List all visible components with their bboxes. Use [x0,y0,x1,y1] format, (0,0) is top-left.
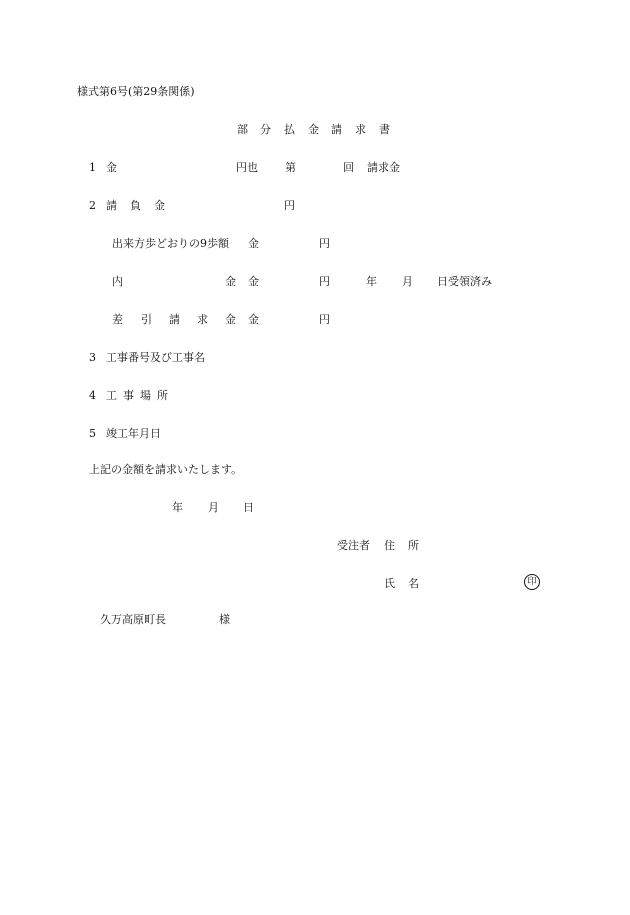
title-char-3: 払 [284,123,295,136]
item4-number: 4 [89,389,96,402]
deduction-char-2: 引 [141,313,152,326]
item1-yen-unit: 円也 [236,161,258,174]
deduction-char-5: 金 [225,313,236,326]
title-char-1: 部 [237,123,248,136]
name-char-2: 名 [408,577,419,590]
deduction-yen: 円 [319,313,330,326]
progress-yen: 円 [319,237,330,250]
item4-char-4: 所 [157,389,168,402]
item1-kai: 回 [343,161,354,174]
uchi-kin-2: 金 [248,275,259,288]
item1-claim-label: 請求金 [367,161,400,174]
date-hi: 日 [243,501,254,514]
name-char-1: 氏 [384,577,395,590]
deduction-char-4: 求 [197,313,208,326]
item1-dai: 第 [285,161,296,174]
deduction-kin: 金 [248,313,259,326]
address-char-1: 住 [384,539,395,552]
title-char-6: 求 [355,123,366,136]
deduction-char-3: 請 [169,313,180,326]
item1-number: 1 [89,161,96,174]
item1-label: 金 [106,161,117,174]
title-char-4: 金 [308,123,319,136]
uchi-nen: 年 [366,275,377,288]
request-statement: 上記の金額を請求いたします。 [89,463,243,476]
date-tsuki: 月 [208,501,219,514]
addressee-name: 久万高原町長 [100,613,166,626]
date-nen: 年 [172,501,183,514]
uchi-tsuki: 月 [402,275,413,288]
title-char-5: 請 [331,123,342,136]
form-number-label: 様式第6号(第29条関係) [77,85,195,98]
item2-label-char-1: 請 [106,199,117,212]
contractor-label: 受注者 [337,539,370,552]
address-char-2: 所 [408,539,419,552]
addressee-honorific: 様 [219,613,230,626]
item2-label-char-2: 負 [130,199,141,212]
item4-char-2: 事 [123,389,134,402]
progress-kin: 金 [248,237,259,250]
uchi-kin-1: 金 [225,275,236,288]
item5-number: 5 [89,427,96,440]
item2-number: 2 [89,199,96,212]
item4-char-3: 場 [140,389,151,402]
item3-label: 工事番号及び工事名 [106,351,205,364]
item2-yen: 円 [284,199,295,212]
title-char-7: 書 [379,123,390,136]
title-char-2: 分 [260,123,271,136]
seal-mark: 印 [524,574,540,590]
deduction-char-1: 差 [112,313,123,326]
item2-label-char-3: 金 [154,199,165,212]
uchi-received: 日受領済み [437,275,492,288]
item3-number: 3 [89,351,96,364]
uchi-yen: 円 [319,275,330,288]
progress-label: 出来方歩どおりの9歩額 [112,237,229,250]
item5-label: 竣工年月日 [106,427,161,440]
item4-char-1: 工 [106,389,117,402]
uchi-label: 内 [112,275,123,288]
